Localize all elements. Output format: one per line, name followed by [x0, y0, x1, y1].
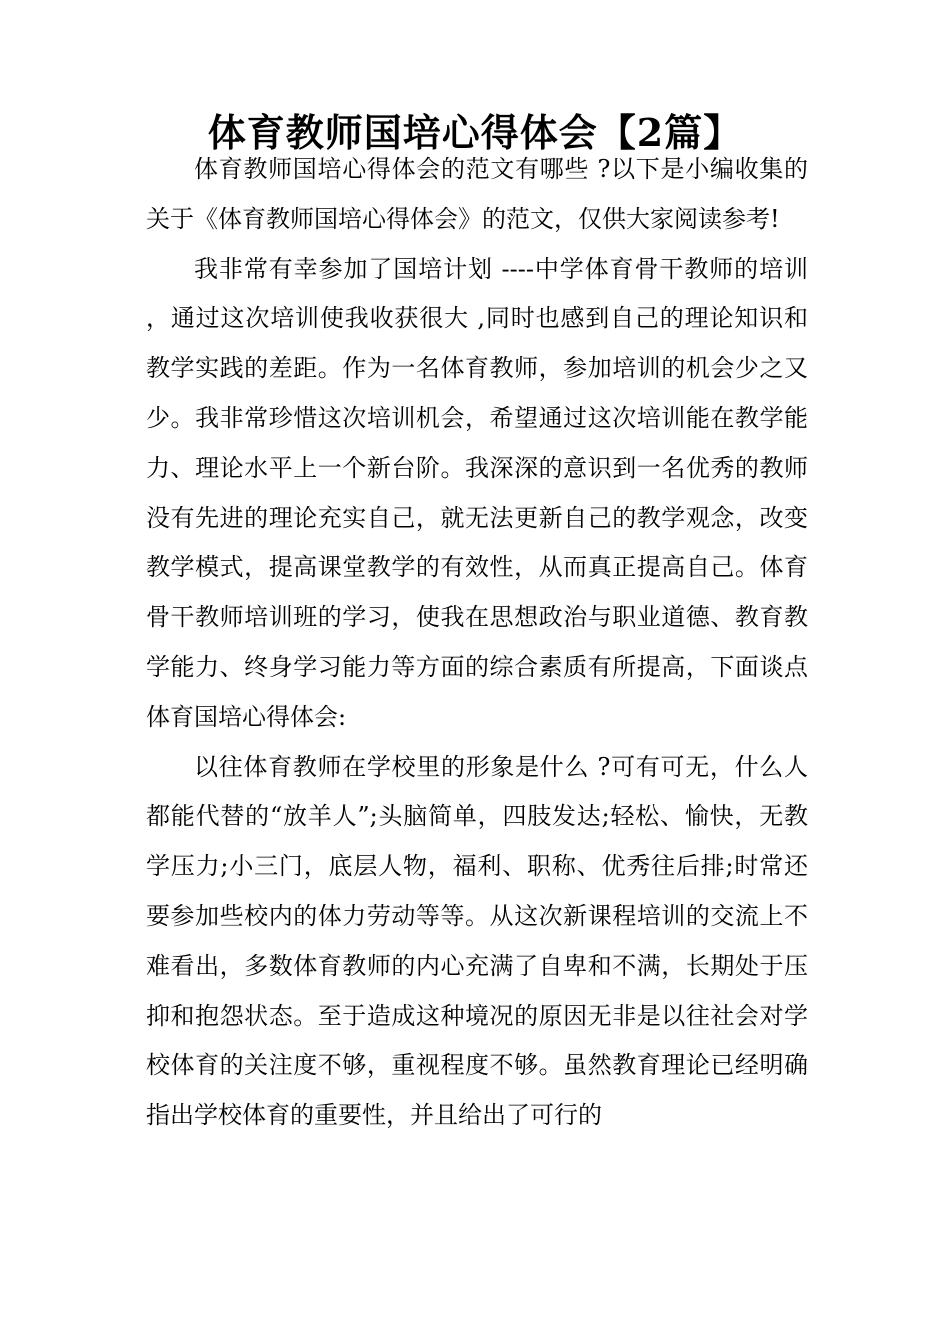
paragraph-training: 我非常有幸参加了国培计划 ----中学体育骨干教师的培训，通过这次培训使我收获很大 ,同时也感到自己的理论知识和教学实践的差距。作为一名体育教师，参加培训的机会少之又少。我非常珍惜这次培训机会，希望通过这次培训能在教学能力、理论水平上一个新台阶。我深深的意识到一名优秀的教师没有先进的理论充实自己，就无法更新自己的教学观念，改变教学模式，提高课堂教学的有效性，从而真正提高自己。体育骨干教师培训班的学习，使我在思想政治与职业道德、教育教学能力、终身学习能力等方面的综合素质有所提高，下面谈点体育国培心得体会:	[146, 254, 808, 731]
paragraph-intro: 体育教师国培心得体会的范文有哪些 ?以下是小编收集的关于《体育教师国培心得体会》的范文，仅供大家阅读参考!	[146, 155, 808, 233]
document-title: 体育教师国培心得体会【2篇】	[207, 110, 743, 156]
document-body	[146, 145, 808, 1141]
paragraph-image: 以往体育教师在学校里的形象是什么 ?可有可无，什么人都能代替的“放羊人”;头脑简单，四肢发达;轻松、愉快，无教学压力;小三门，底层人物，福利、职称、优秀往后排;时常还要参加些校内的体力劳动等等。从这次新课程培训的交流上不难看出，多数体育教师的内心充满了自卑和不满，长期处于压抑和抱怨状态。至于造成这种境况的原因无非是以往社会对学校体育的关注度不够，重视程度不够。虽然教育理论已经明确指出学校体育的重要性，并且给出了可行的	[146, 752, 808, 1130]
